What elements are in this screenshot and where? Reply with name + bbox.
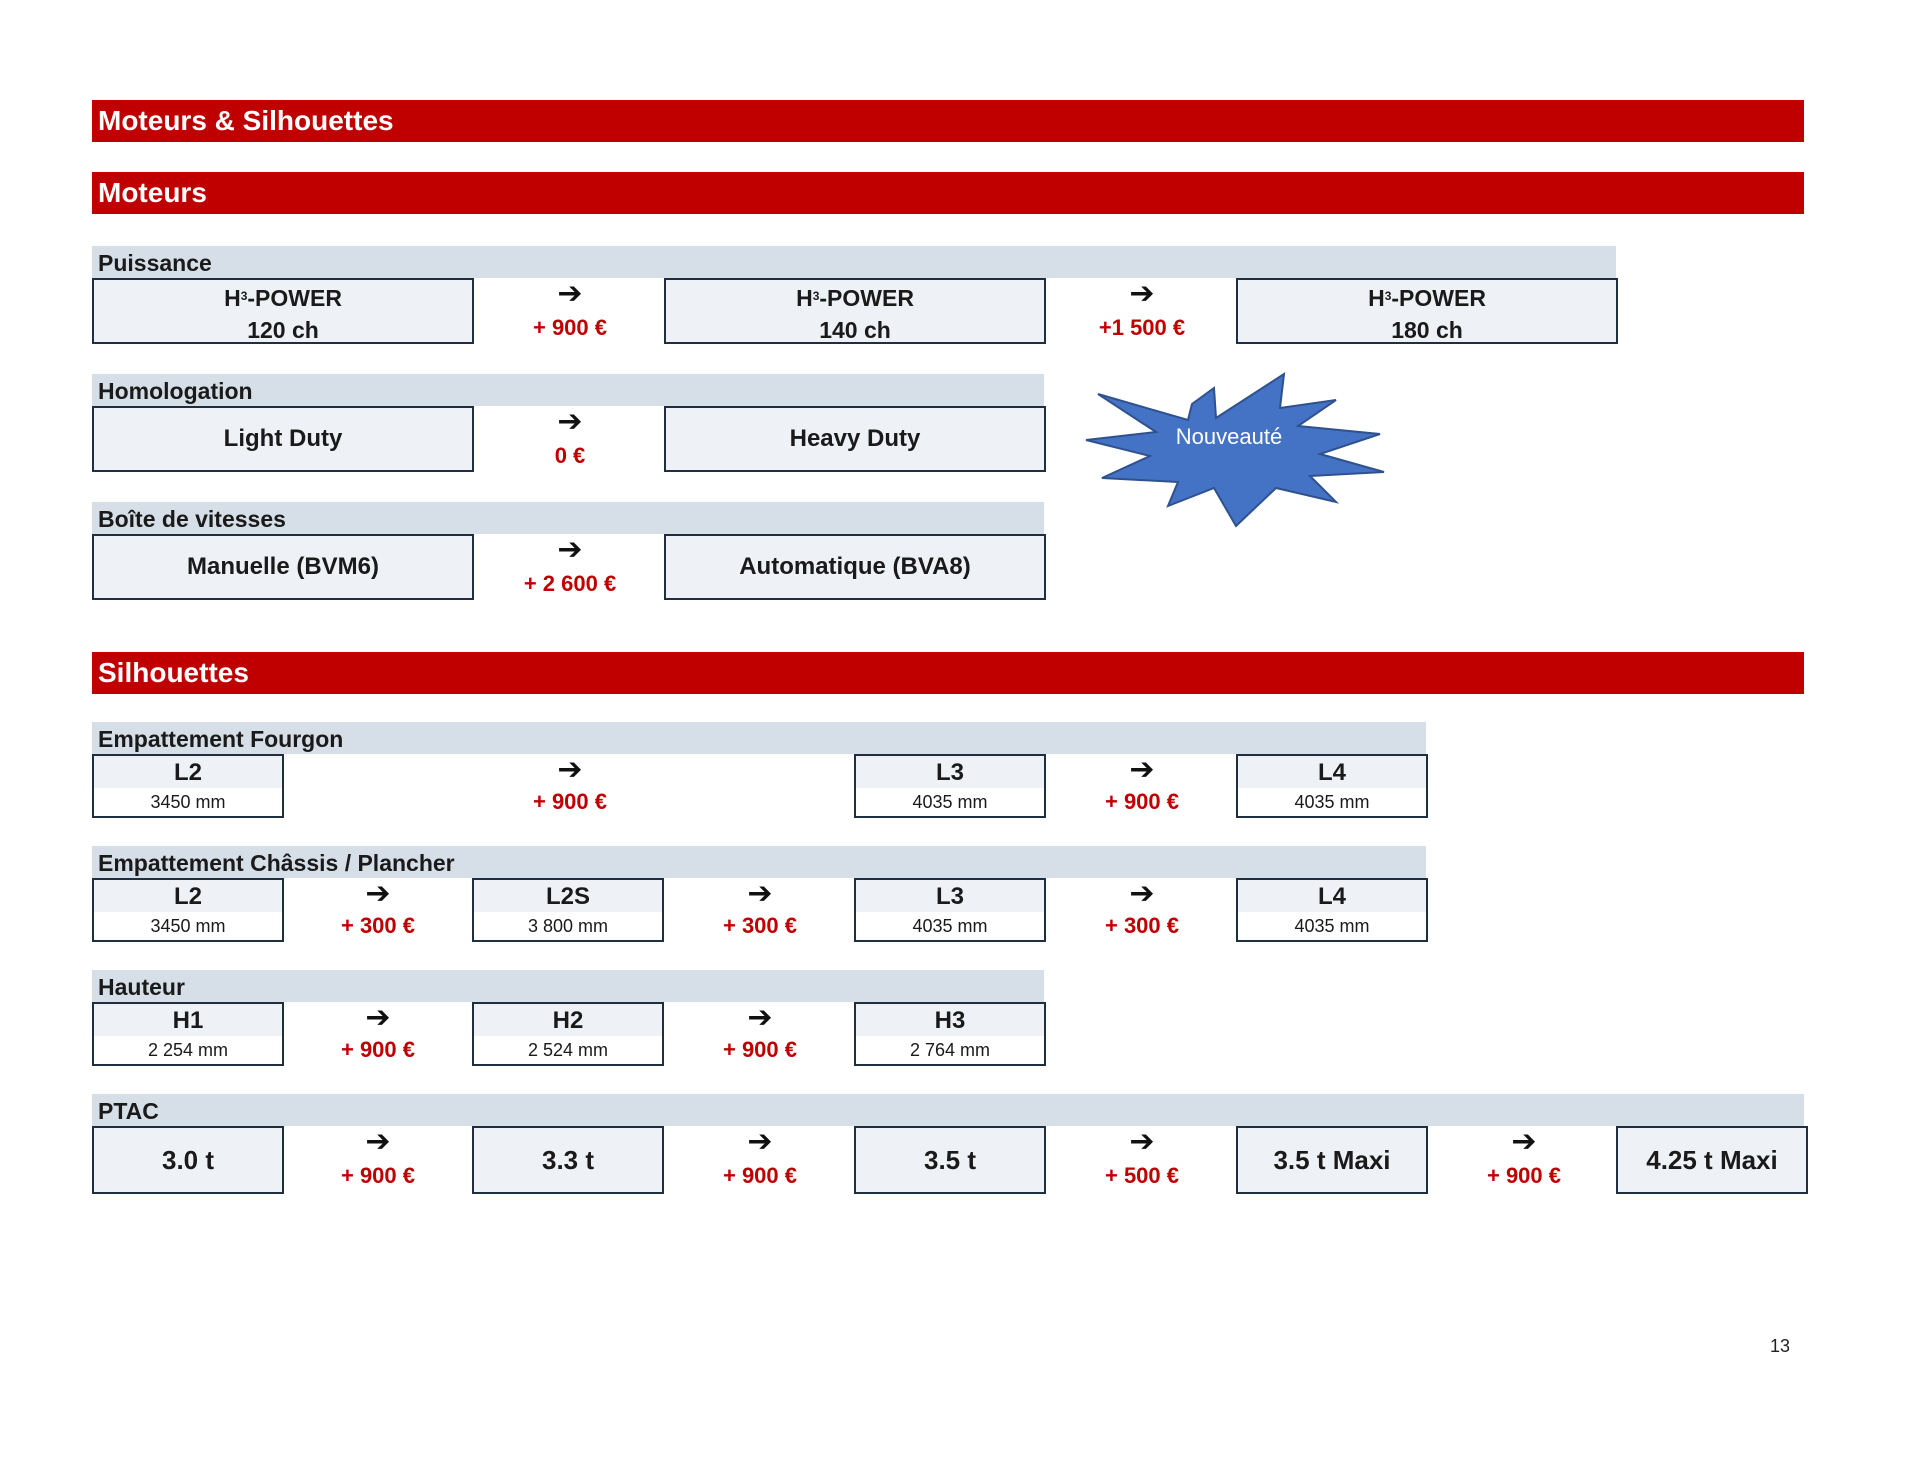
arrow-right-icon: ➔ xyxy=(365,1001,391,1034)
option-code: L3 xyxy=(935,883,964,910)
hauteur-option-h3[interactable] xyxy=(854,1002,1046,1066)
option-size: 3 800 mm xyxy=(474,912,662,940)
engine-power: 180 ch xyxy=(1391,317,1463,343)
option-code: H3 xyxy=(934,1007,966,1034)
option-size: 3450 mm xyxy=(94,912,282,940)
fourgon-option-l2[interactable] xyxy=(92,754,284,818)
option-size: 4035 mm xyxy=(856,788,1044,816)
section-header-moteurs: Moteurs xyxy=(92,172,1804,214)
price-fourgon-2: + 900 € xyxy=(1104,789,1179,814)
hauteur-label: Hauteur xyxy=(92,970,1044,1002)
section-header-moteurs-silhouettes: Moteurs & Silhouettes xyxy=(92,100,1804,142)
puissance-label: Puissance xyxy=(92,246,1616,278)
option-code: L2 xyxy=(173,883,202,910)
arrow-right-icon: ➔ xyxy=(557,753,583,786)
option-size: 4035 mm xyxy=(856,912,1044,940)
ptac-option-3-3[interactable]: 3.3 t xyxy=(472,1126,664,1194)
arrow-right-icon: ➔ xyxy=(747,1125,773,1158)
arrow-right-icon: ➔ xyxy=(1129,753,1155,786)
option-code: L4 xyxy=(1317,759,1346,786)
price-hauteur-2: + 900 € xyxy=(722,1037,797,1062)
ptac-option-3-5[interactable]: 3.5 t xyxy=(854,1126,1046,1194)
option-size: 2 764 mm xyxy=(856,1036,1044,1064)
arrow-right-icon: ➔ xyxy=(747,877,773,910)
arrow-right-icon: ➔ xyxy=(365,1125,391,1158)
nouveaute-starburst-badge xyxy=(1084,370,1394,530)
option-code: L2S xyxy=(545,883,590,910)
price-puissance-2: +1 500 € xyxy=(1098,315,1186,340)
boite-automatique[interactable]: Automatique (BVA8) xyxy=(664,534,1046,600)
arrow-right-icon: ➔ xyxy=(1129,877,1155,910)
arrow-right-icon: ➔ xyxy=(557,277,583,310)
chassis-option-l2s[interactable] xyxy=(472,878,664,942)
hauteur-option-h1[interactable] xyxy=(92,1002,284,1066)
option-size: 3450 mm xyxy=(94,788,282,816)
price-fourgon-1: + 900 € xyxy=(532,789,607,814)
option-code: L2 xyxy=(173,759,202,786)
option-code: H1 xyxy=(172,1007,204,1034)
chassis-option-l2[interactable] xyxy=(92,878,284,942)
price-hauteur-1: + 900 € xyxy=(340,1037,415,1062)
arrow-right-icon: ➔ xyxy=(1129,1125,1155,1158)
option-code: L4 xyxy=(1317,883,1346,910)
homologation-label: Homologation xyxy=(92,374,1044,406)
price-ptac-1: + 900 € xyxy=(340,1163,415,1188)
price-ptac-2: + 900 € xyxy=(722,1163,797,1188)
price-chassis-2: + 300 € xyxy=(722,913,797,938)
homologation-light-duty[interactable]: Light Duty xyxy=(92,406,474,472)
price-boite: + 2 600 € xyxy=(523,571,617,596)
arrow-right-icon: ➔ xyxy=(1511,1125,1537,1158)
price-chassis-3: + 300 € xyxy=(1104,913,1179,938)
price-ptac-4: + 900 € xyxy=(1486,1163,1561,1188)
price-homologation: 0 € xyxy=(554,443,586,468)
arrow-right-icon: ➔ xyxy=(1129,277,1155,310)
homologation-heavy-duty[interactable]: Heavy Duty xyxy=(664,406,1046,472)
engine-name: $H^3$-POWER xyxy=(224,285,342,311)
option-size: 4035 mm xyxy=(1238,912,1426,940)
option-size: 2 524 mm xyxy=(474,1036,662,1064)
page-number: 13 xyxy=(1770,1336,1791,1356)
puissance-option-180[interactable] xyxy=(1236,278,1618,344)
option-code: H2 xyxy=(552,1007,584,1034)
arrow-right-icon: ➔ xyxy=(747,1001,773,1034)
hauteur-option-h2[interactable] xyxy=(472,1002,664,1066)
fourgon-option-l3[interactable] xyxy=(854,754,1046,818)
empattement-chassis-label: Empattement Châssis / Plancher xyxy=(92,846,1426,878)
boite-vitesses-label: Boîte de vitesses xyxy=(92,502,1044,534)
empattement-fourgon-label: Empattement Fourgon xyxy=(92,722,1426,754)
arrow-right-icon: ➔ xyxy=(557,405,583,438)
engine-power: 140 ch xyxy=(819,317,891,343)
engine-name: $H^3$-POWER xyxy=(796,285,914,311)
arrow-right-icon: ➔ xyxy=(557,533,583,566)
section-header-silhouettes: Silhouettes xyxy=(92,652,1804,694)
chassis-option-l4[interactable] xyxy=(1236,878,1428,942)
price-ptac-3: + 500 € xyxy=(1104,1163,1179,1188)
engine-name: $H^3$-POWER xyxy=(1368,285,1486,311)
price-chassis-1: + 300 € xyxy=(340,913,415,938)
ptac-option-3-0[interactable]: 3.0 t xyxy=(92,1126,284,1194)
fourgon-option-l4[interactable] xyxy=(1236,754,1428,818)
chassis-option-l3[interactable] xyxy=(854,878,1046,942)
puissance-option-140[interactable] xyxy=(664,278,1046,344)
puissance-option-120[interactable] xyxy=(92,278,474,344)
arrow-right-icon: ➔ xyxy=(365,877,391,910)
price-puissance-1: + 900 € xyxy=(532,315,607,340)
nouveaute-text: Nouveauté xyxy=(1175,424,1283,449)
option-size: 2 254 mm xyxy=(94,1036,282,1064)
engine-power: 120 ch xyxy=(247,317,319,343)
ptac-option-4-25-maxi[interactable]: 4.25 t Maxi xyxy=(1616,1126,1808,1194)
ptac-option-3-5-maxi[interactable]: 3.5 t Maxi xyxy=(1236,1126,1428,1194)
ptac-label: PTAC xyxy=(92,1094,1804,1126)
option-code: L3 xyxy=(935,759,964,786)
boite-manuelle[interactable]: Manuelle (BVM6) xyxy=(92,534,474,600)
option-size: 4035 mm xyxy=(1238,788,1426,816)
